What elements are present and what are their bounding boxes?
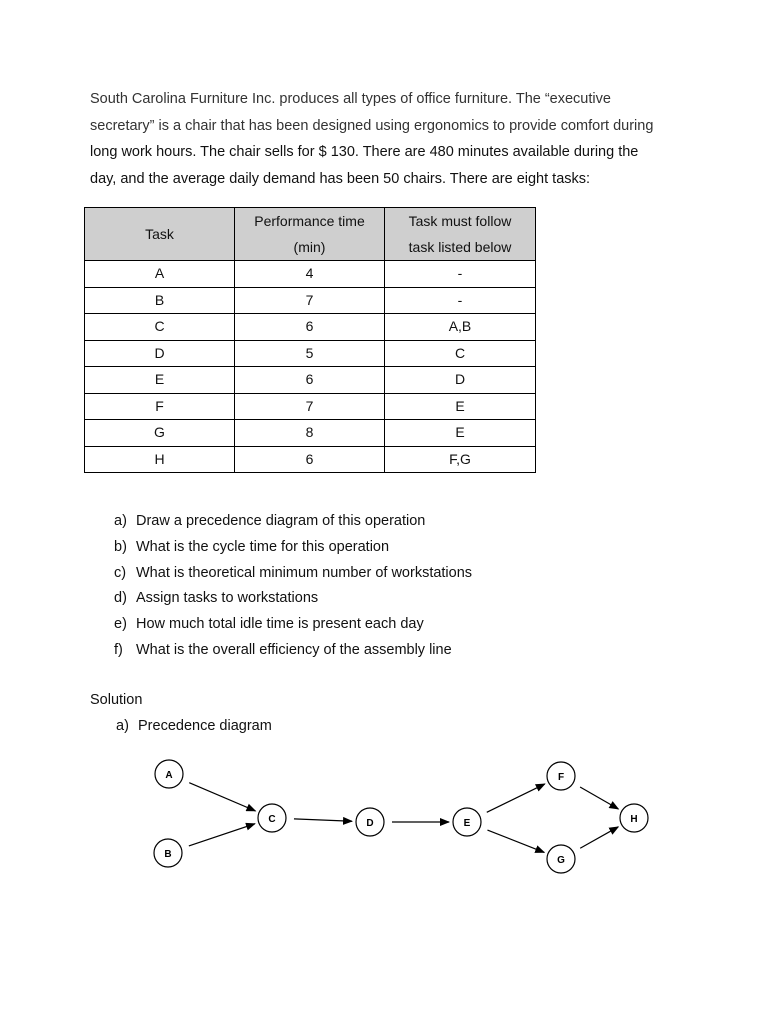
cell-task: G: [85, 420, 235, 447]
table-row: [85, 314, 536, 341]
node-label: H: [630, 814, 638, 825]
list-marker: d): [114, 590, 127, 607]
header-time-line-2: (min): [293, 239, 326, 255]
solution-part-a-marker: a): [116, 718, 129, 734]
cell-follow: E: [385, 420, 536, 447]
list-item: [114, 612, 472, 638]
cell-follow: C: [385, 340, 536, 367]
intro-line-2: secretary” is a chair that has been designed using ergonomics to provide comfort during: [90, 117, 654, 134]
arrow-b-to-c: [189, 824, 255, 846]
table-row: [85, 393, 536, 420]
intro-line-4: day, and the average daily demand has been 50 chairs. There are eight tasks:: [90, 170, 591, 187]
node-label: D: [366, 818, 374, 829]
arrow-e-to-g: [487, 830, 544, 852]
cell-time: 5: [235, 340, 385, 367]
cell-time: 7: [235, 287, 385, 314]
node-g: [547, 845, 575, 873]
node-label: G: [557, 855, 565, 866]
node-label: A: [165, 770, 173, 781]
arrow-c-to-d: [294, 819, 352, 821]
arrow-e-to-f: [487, 784, 545, 812]
list-marker: f): [114, 641, 123, 658]
node-label: C: [268, 814, 276, 825]
list-item: [114, 509, 472, 535]
cell-time: 4: [235, 261, 385, 288]
cell-task: E: [85, 367, 235, 394]
cell-task: H: [85, 446, 235, 473]
question-text: How much total idle time is present each day: [136, 616, 424, 633]
header-follow-line-1: Task must follow: [408, 213, 512, 229]
list-marker: c): [114, 564, 127, 581]
header-follow-line-2: task listed below: [408, 239, 512, 255]
cell-follow: -: [385, 261, 536, 288]
cell-follow: E: [385, 393, 536, 420]
table-row: [85, 420, 536, 447]
cell-follow: F,G: [385, 446, 536, 473]
node-c: [258, 804, 286, 832]
list-marker: b): [114, 538, 127, 555]
question-text: What is theoretical minimum number of workstations: [136, 564, 473, 581]
question-text: Draw a precedence diagram of this operation: [136, 513, 426, 529]
node-label: E: [463, 818, 471, 829]
cell-time: 6: [235, 367, 385, 394]
cell-time: 8: [235, 420, 385, 447]
arrow-g-to-h: [580, 827, 618, 848]
cell-task: A: [85, 261, 235, 288]
list-item: [114, 561, 472, 587]
node-label: F: [557, 772, 565, 783]
question-text: What is the cycle time for this operation: [136, 538, 390, 555]
question-text: Assign tasks to workstations: [136, 590, 319, 607]
solution-part-a: [116, 718, 272, 734]
header-performance-time: [235, 208, 385, 261]
table-row: [85, 287, 536, 314]
intro-line-3: long work hours. The chair sells for $ 130. There are 480 minutes available during the: [90, 144, 639, 160]
table-row: [85, 340, 536, 367]
table-row: [85, 367, 536, 394]
list-item: [114, 638, 472, 664]
node-b: [154, 839, 182, 867]
cell-task: D: [85, 340, 235, 367]
table-header-row: [85, 208, 536, 261]
node-label: B: [164, 849, 172, 860]
arrow-a-to-c: [189, 783, 255, 811]
header-must-follow: [385, 208, 536, 261]
problem-statement: [90, 86, 690, 192]
node-e: [453, 808, 481, 836]
task-table: [84, 207, 536, 473]
list-item: [114, 535, 472, 561]
header-time-line-1: Performance time: [254, 213, 365, 229]
list-item: [114, 586, 472, 612]
table-row: [85, 261, 536, 288]
intro-line-1: South Carolina Furniture Inc. produces all types of office furniture. The “executive: [90, 91, 611, 107]
header-task: [85, 208, 235, 261]
cell-follow: A,B: [385, 314, 536, 341]
cell-time: 6: [235, 446, 385, 473]
list-marker: e): [114, 616, 127, 633]
question-text: What is the overall efficiency of the assembly line: [136, 641, 452, 658]
list-marker: a): [114, 513, 127, 529]
cell-time: 7: [235, 393, 385, 420]
precedence-diagram: [0, 740, 768, 890]
cell-task: F: [85, 393, 235, 420]
arrow-f-to-h: [580, 787, 618, 809]
cell-follow: -: [385, 287, 536, 314]
solution-heading: Solution: [90, 692, 143, 708]
node-f: [547, 762, 575, 790]
node-a: [155, 760, 183, 788]
cell-follow: D: [385, 367, 536, 394]
header-task-label: Task: [145, 226, 174, 242]
cell-task: C: [85, 314, 235, 341]
node-h: [620, 804, 648, 832]
node-d: [356, 808, 384, 836]
table-row: [85, 446, 536, 473]
question-list: [114, 509, 472, 664]
solution-part-a-text: Precedence diagram: [138, 718, 272, 734]
cell-time: 6: [235, 314, 385, 341]
cell-task: B: [85, 287, 235, 314]
